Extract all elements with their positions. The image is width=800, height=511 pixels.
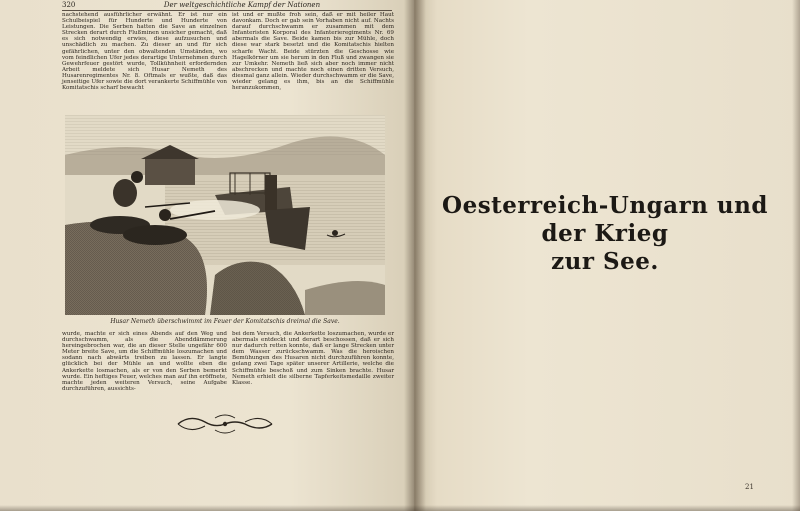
running-head — [62, 0, 392, 11]
text-column-bottom-left — [62, 331, 227, 392]
right-page-number: 21 — [745, 483, 754, 491]
left-page-number: 320 — [62, 1, 76, 9]
engraving-svg — [65, 115, 385, 315]
illustration-caption: Husar Nemeth überschwimmt im Feuer der Komitatschis dreimal die Save. — [110, 318, 340, 325]
chapter-heading — [420, 192, 790, 276]
vignette-ornament-icon — [170, 410, 280, 438]
paragraph: bei dem Versuch, die Ankerkette loszumachen, wurde er abermals entdeckt und derart beschossen, daß er sich nur dadurch retten konnte, daß er lange Strecken unter dem Wasser zurückschwamm. Was die heroischen Bemühungen des Husaren nicht durchzuführen konnte, gelang zwei Tage später unserer Artillerie, welche die Schiffmühle beschoß und zum Sinken brachte. Husar Nemeth erhielt die silberne Tapferkeitsmedaille zweiter Klasse. — [232, 331, 394, 386]
engraving-illustration — [65, 115, 385, 315]
page-edge-right — [792, 0, 800, 511]
text-column-top-left — [62, 12, 227, 91]
chapter-heading-line-1: Oesterreich-Ungarn und der Krieg — [442, 192, 768, 247]
text-column-top-right — [232, 12, 394, 91]
page-edge-shadow — [0, 505, 800, 511]
paragraph: nachstehend ausführlicher erwähnt. Er ist nur ein Schulbeispiel für Hunderte und Hunderte von Leistungen. Die Serben hatten die Save an einzelnen Strecken derart durch Flußminen unsicher gemacht, daß es sich notwendig erwies, diese aufzusuchen und unschädlich zu machen. Zu dieser an und für sich gefährlichen, unter den obwaltenden Umständen, wo vom feindlichen Ufer jedes derartige Unternehmen durch Gewehrfeuer gestört wurde, Tollkühnheit erfordernden Arbeit meldete sich Husar Nemeth des Husarenregimentes Nr. 8. Oftmals er wußte, daß das jenseitige Ufer sowie die dort verankerte Schiffmühle von Komitatschis scharf bewacht — [62, 12, 227, 92]
text-column-bottom-right — [232, 331, 394, 386]
chapter-heading-line-2: zur See. — [551, 248, 659, 275]
paragraph: ist und er mußte froh sein, daß er mit heiler Haut davonkam. Doch er gab sein Vorhaben nicht auf. Nachts darauf durchschwamm er zusammen mit dem Infanteristen Korporal des Infanterieregiments Nr. 69 abermals die Save. Beide kamen bis zur Mühle, doch diese war stark besetzt und die Komitatschis hielten scharfe Wacht. Beide stürzten die Geschosse wie Hagelkörner um sie herum in den Fluß und zwangen sie zur Umkehr. Nemeth ließ sich aber noch immer nicht abschrecken und machte noch einen dritten Versuch, diesmal ganz allein. Wieder durchschwamm er die Save, wieder gelang es ihm, bis an die Schiffmühle heranzukommen, — [232, 12, 394, 92]
running-head-title: Der weltgeschichtliche Kampf der Nationen — [163, 1, 321, 9]
paragraph: wurde, machte er sich eines Abends auf den Weg und durchschwamm, als die Abenddämmerung hereingebrochen war, die an dieser Stelle ungefähr 600 Meter breite Save, um die Schiffmühle loszumachen und sodann nach abwärts treiben zu lassen. Er langte glücklich bei der Mühle an und wollte eben die Ankerkette losmachen, als er von den Serben bemerkt wurde. Ein heftiges Feuer, welches man auf ihn eröffnete, machte jeden weiteren Versuch, seine Aufgabe durchzuführen, aussichts- — [62, 331, 227, 392]
